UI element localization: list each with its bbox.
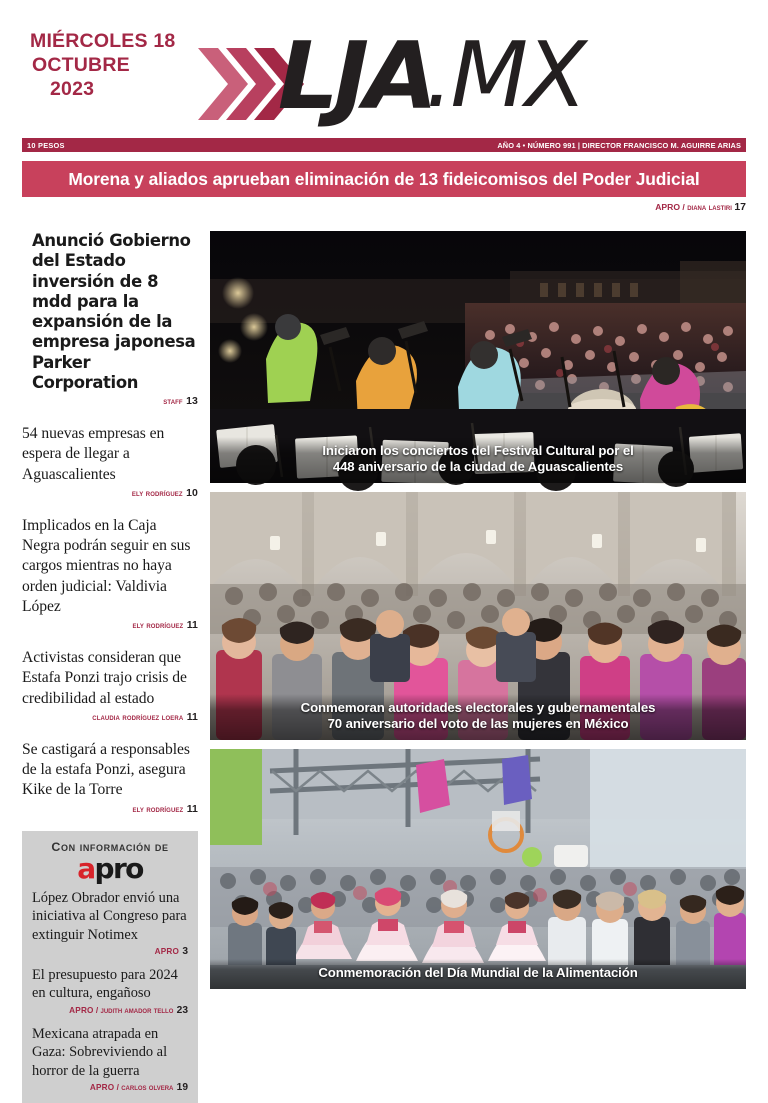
- story-byline: [22, 711, 198, 723]
- wordmark-logo: [277, 21, 584, 130]
- photo-caption: [210, 694, 746, 740]
- apro-story-source: APRO: [69, 1005, 94, 1015]
- lead-story-author: staff: [163, 396, 183, 406]
- story-page: 11: [186, 619, 198, 632]
- story-headline: Implicados en la Caja Negra podrán seguir en sus cargos mientras no haya orden judicial: Valdivia López: [22, 516, 191, 615]
- story-headline: Se castigará a responsables de la estafa Ponzi, asegura Kike de la Torre: [22, 740, 190, 799]
- apro-logo-rest: pro: [94, 851, 143, 885]
- newspaper-front-page: [0, 21, 768, 1094]
- apro-logo: [32, 851, 188, 885]
- banner-byline: [22, 201, 746, 213]
- story-headline: Activistas consideran que Estafa Ponzi trajo crisis de credibilidad al estado: [22, 649, 187, 707]
- apro-story-item[interactable]: [32, 966, 188, 1016]
- photo-column: [210, 231, 746, 989]
- apro-story-item[interactable]: [32, 889, 188, 957]
- apro-story-author: carlos olvera: [121, 1083, 174, 1093]
- story-page: 11: [186, 710, 198, 723]
- photo-concert[interactable]: [210, 231, 746, 483]
- story-item[interactable]: [22, 516, 198, 631]
- caption-line-1: Conmemoran autoridades electorales y gubernamentales: [300, 699, 656, 715]
- story-page: 11: [186, 802, 198, 815]
- banner-credit-source: APRO: [655, 202, 681, 212]
- banner-headline-text: Morena y aliados aprueban eliminación de 13 fideicomisos del Poder Judicial: [68, 168, 700, 189]
- date-line-2: OCTUBRE: [32, 53, 130, 76]
- apro-section: [22, 831, 198, 1103]
- apro-story-item[interactable]: [32, 1025, 188, 1093]
- apro-story-headline: López Obrador envió una iniciativa al Congreso para extinguir Notimex: [32, 889, 187, 943]
- apro-story-byline: APRO / judith amador tello 23: [69, 1004, 188, 1016]
- left-column: [22, 231, 198, 1103]
- story-author: ely rodríguez: [132, 620, 184, 631]
- photo-food-day[interactable]: [210, 749, 746, 989]
- edition-info-bar: [22, 138, 746, 152]
- caption-line-1: Conmemoración del Día Mundial de la Alimentación: [318, 965, 638, 981]
- story-item[interactable]: [22, 740, 198, 815]
- wordmark-suffix: .MX: [424, 23, 584, 128]
- story-byline: [22, 619, 198, 631]
- lead-story-headline: Anunció Gobierno del Estado inversión de 8 mdd para la expansión de la empresa japonesa Parker Corporation: [32, 231, 196, 392]
- story-byline: [22, 487, 198, 499]
- apro-story-page: 19: [176, 1082, 188, 1094]
- edition-label: AÑO 4 • NÚMERO 991 | DIRECTOR FRANCISCO M. AGUIRRE ARIAS: [497, 140, 741, 150]
- banner-credit-page: 17: [734, 201, 746, 213]
- apro-logo-first-letter: a: [77, 851, 95, 885]
- lead-story[interactable]: [22, 231, 198, 407]
- apro-kicker-label: Con información de: [51, 839, 169, 854]
- story-author: ely rodríguez: [132, 803, 184, 814]
- story-item[interactable]: [22, 424, 198, 499]
- lead-story-byline: [22, 395, 198, 407]
- story-item[interactable]: [22, 648, 198, 723]
- lead-story-page: 13: [186, 395, 198, 407]
- photo-caption: [210, 959, 746, 989]
- photo-group-commemoration[interactable]: [210, 492, 746, 740]
- story-page: 10: [186, 486, 198, 499]
- apro-story-byline: APRO / carlos olvera 19: [89, 1082, 188, 1094]
- apro-story-page: 3: [182, 946, 188, 958]
- masthead: [22, 21, 746, 134]
- date-line-1: MIÉRCOLES 18: [30, 30, 176, 52]
- caption-line-1: Iniciaron los conciertos del Festival Cultural por el: [322, 442, 634, 458]
- price-label: 10 PESOS: [27, 140, 65, 150]
- caption-line-2: 448 aniversario de la ciudad de Aguascalientes: [332, 459, 624, 475]
- story-byline: [22, 803, 198, 815]
- apro-story-byline: [32, 946, 188, 957]
- story-author: ely rodríguez: [131, 487, 183, 498]
- story-author: claudia rodríguez loera: [92, 711, 184, 722]
- photo-caption: [210, 437, 746, 483]
- wordmark-main: LJA: [277, 21, 434, 130]
- caption-line-2: 70 aniversario del voto de las mujeres en México: [327, 716, 629, 732]
- date-line-3: 2023: [50, 77, 95, 100]
- apro-story-source: APRO: [89, 1083, 115, 1093]
- banner-credit-separator: /: [682, 202, 685, 212]
- apro-story-headline: Mexicana atrapada en Gaza: Sobreviviendo al horror de la guerra: [32, 1025, 168, 1079]
- story-headline: 54 nuevas empresas en espera de llegar a Aguascalientes: [22, 425, 165, 483]
- apro-story-page: 23: [176, 1004, 188, 1016]
- main-content: [22, 231, 746, 1103]
- apro-story-headline: El presupuesto para 2024 en cultura, engañoso: [32, 967, 178, 1002]
- apro-story-author: judith amador tello: [100, 1005, 174, 1015]
- banner-credit-author: diana lastiri: [687, 202, 732, 212]
- apro-story-source: APRO: [154, 947, 180, 957]
- top-banner-headline[interactable]: [22, 161, 746, 197]
- publication-date: [30, 30, 180, 101]
